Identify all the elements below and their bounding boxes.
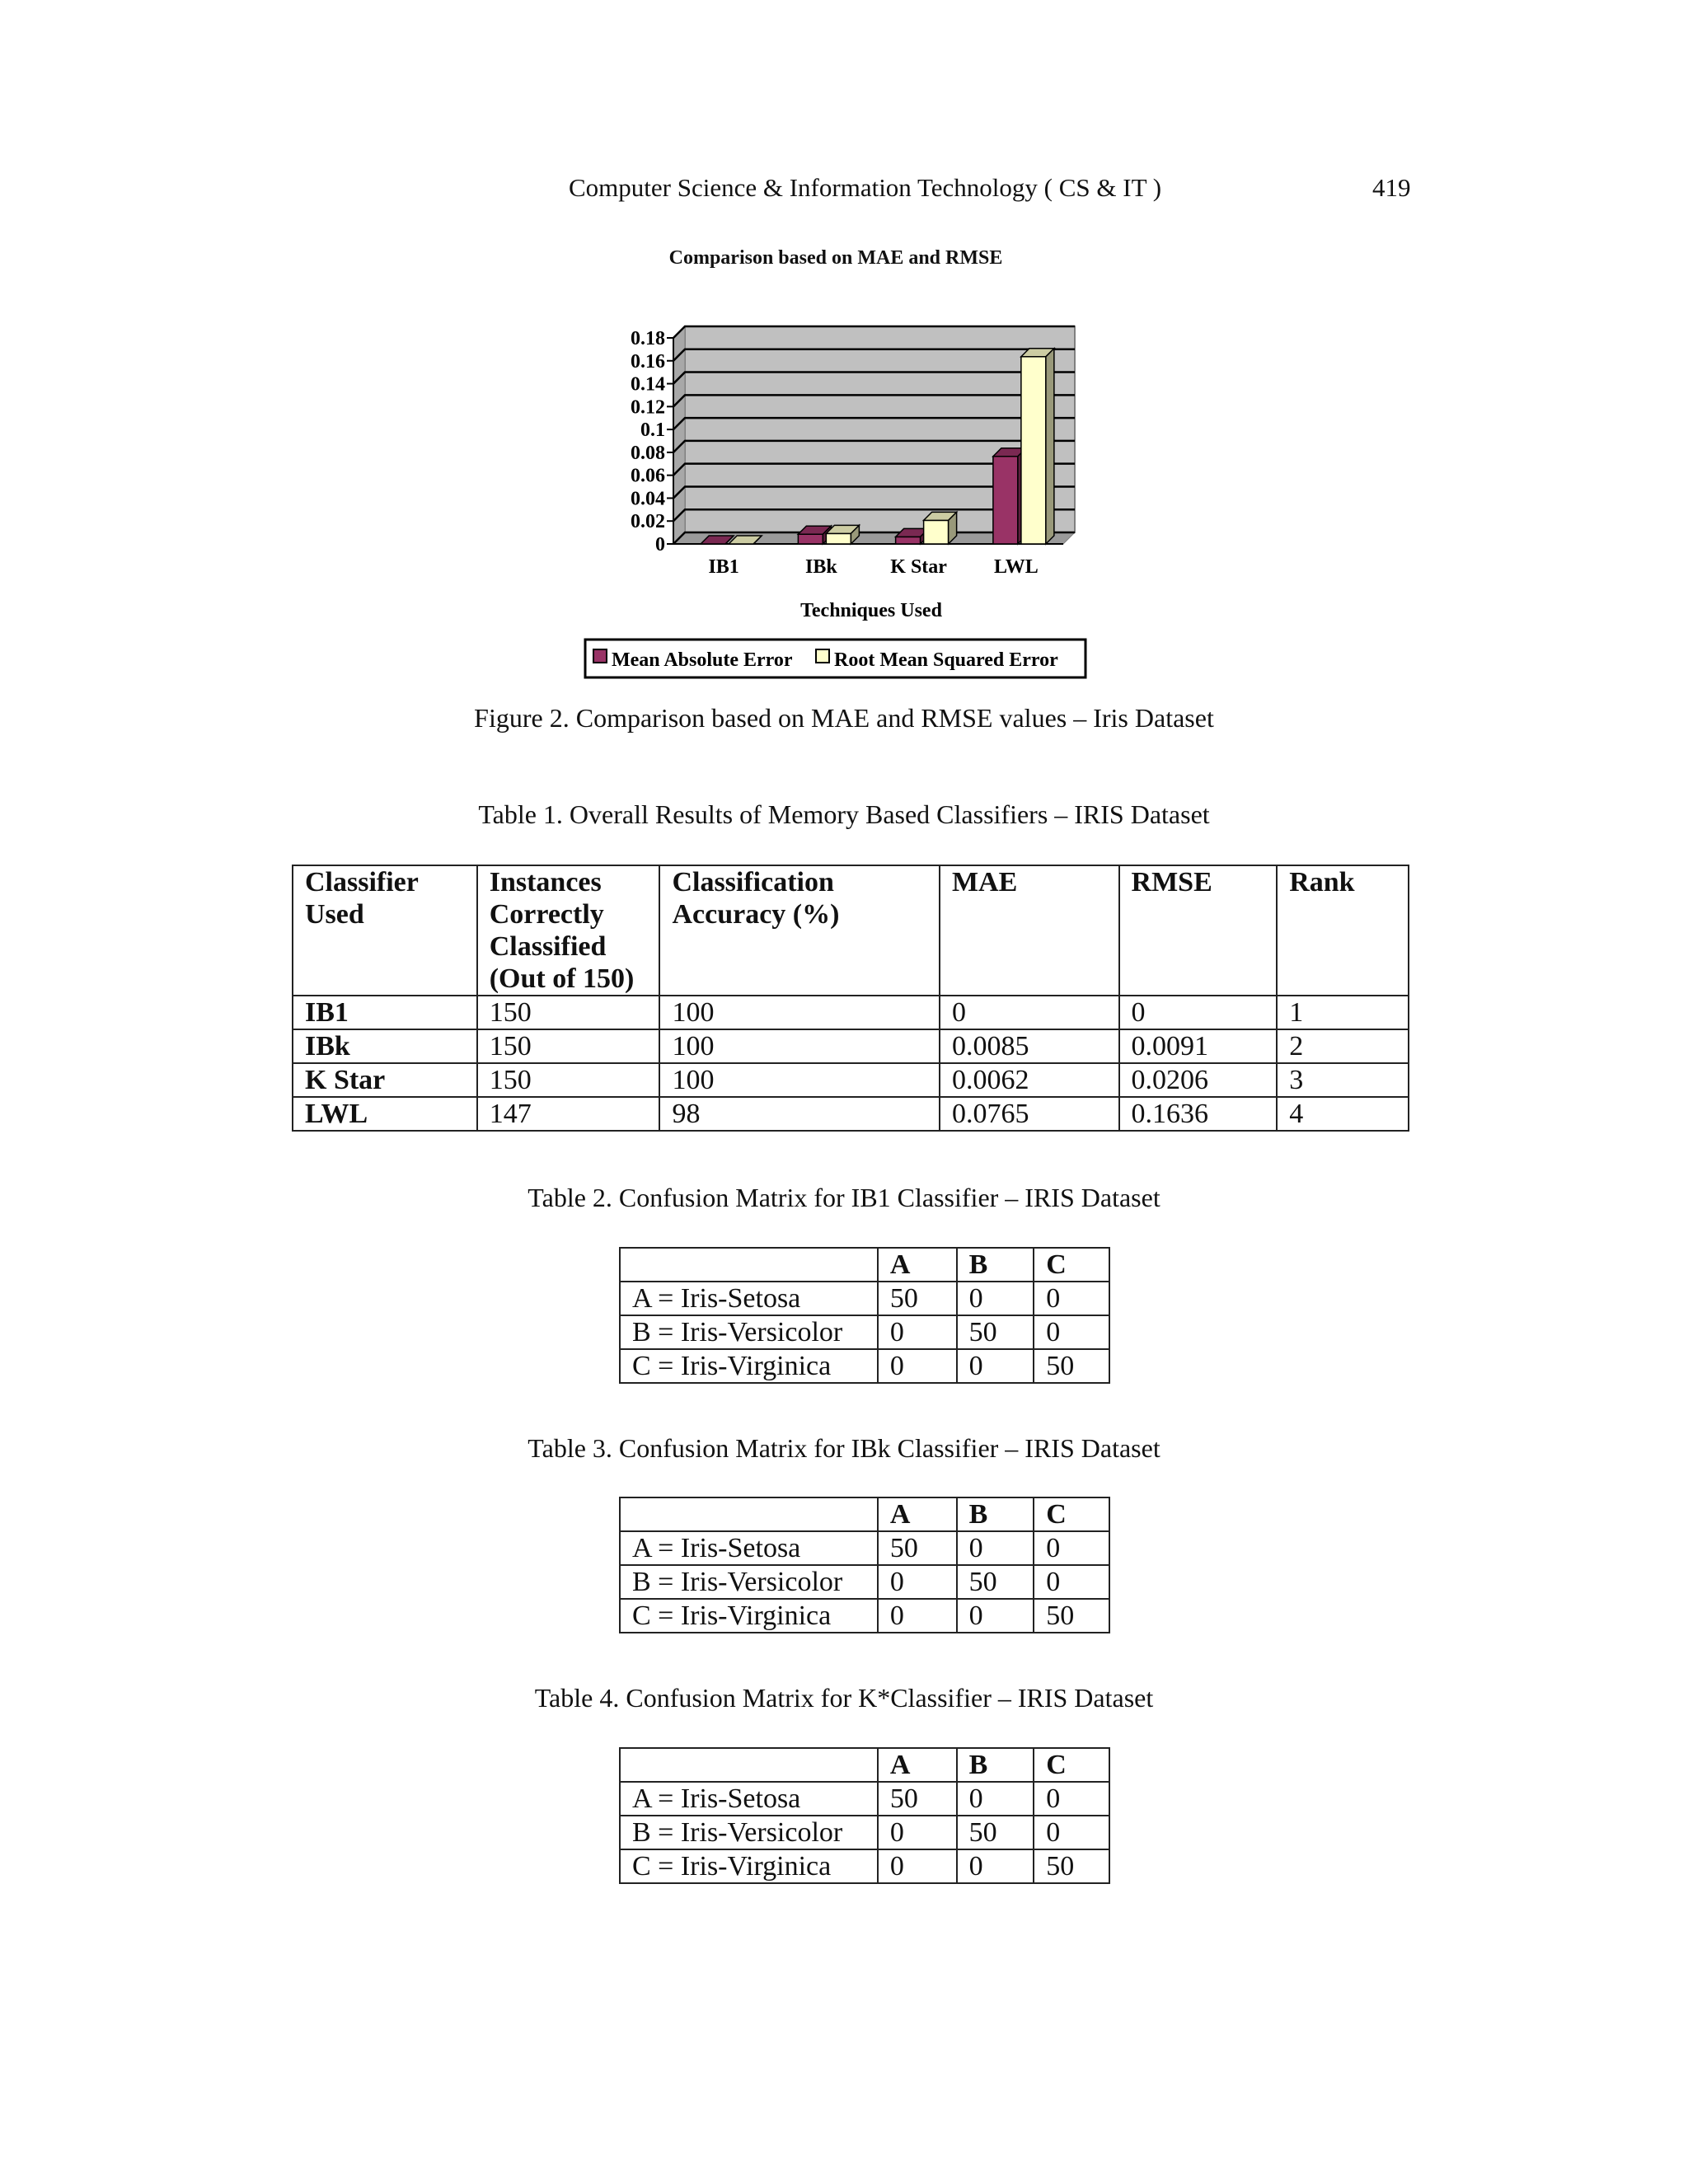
- table-cell: 0.0062: [940, 1063, 1119, 1097]
- table-row: [620, 1565, 1109, 1599]
- table-row: [620, 1849, 1109, 1883]
- x-tick-label: IBk: [805, 556, 837, 578]
- table-cell: 50: [878, 1782, 957, 1816]
- bar: [896, 537, 921, 544]
- table-cell: 50: [878, 1531, 957, 1565]
- bar: [798, 534, 823, 544]
- running-header: Computer Science & Information Technology ( CS & IT ): [569, 173, 1162, 202]
- class-label: C = Iris-Virginica: [620, 1849, 878, 1883]
- header-cell: C: [1034, 1748, 1109, 1782]
- page-number: 419: [1372, 173, 1411, 202]
- table-cell: 0: [878, 1599, 957, 1633]
- table-cell: 0: [878, 1816, 957, 1849]
- table-cell: 0: [957, 1599, 1034, 1633]
- table-cell: 0: [1034, 1282, 1109, 1315]
- table-cell: 0: [1119, 996, 1278, 1029]
- header-cell: Classifier Used: [293, 865, 477, 996]
- table-cell: 100: [659, 1063, 940, 1097]
- y-tick-label: 0.08: [631, 442, 665, 464]
- header-cell: A: [878, 1248, 957, 1282]
- class-label: C = Iris-Virginica: [620, 1599, 878, 1633]
- table-cell: 0.0091: [1119, 1029, 1278, 1063]
- legend-label: Mean Absolute Error: [612, 649, 793, 671]
- bar-side: [1046, 349, 1054, 544]
- table-cell: 0: [957, 1349, 1034, 1383]
- y-tick-label: 0.06: [631, 465, 665, 487]
- y-tick-label: 0.16: [631, 350, 665, 373]
- header-cell: C: [1034, 1497, 1109, 1531]
- classifier-cell: K Star: [293, 1063, 477, 1097]
- class-label: C = Iris-Virginica: [620, 1349, 878, 1383]
- table-row: [620, 1816, 1109, 1849]
- table1-caption: Table 1. Overall Results of Memory Based Classifiers – IRIS Dataset: [478, 799, 1210, 829]
- table-row: [293, 1029, 1409, 1063]
- y-tick-label: 0.02: [631, 511, 665, 533]
- legend-swatch: [593, 649, 607, 663]
- table-cell: 100: [659, 996, 940, 1029]
- table-cell: 50: [957, 1816, 1034, 1849]
- table-cell: 0: [957, 1782, 1034, 1816]
- table-cell: 50: [957, 1565, 1034, 1599]
- class-label: B = Iris-Versicolor: [620, 1315, 878, 1349]
- header-cell: [620, 1497, 878, 1531]
- table-cell: 0: [878, 1849, 957, 1883]
- x-tick-label: K Star: [890, 556, 947, 578]
- confusion-matrix-ib1: [619, 1247, 1110, 1384]
- header-cell: Rank: [1277, 865, 1409, 996]
- table-cell: 50: [1034, 1849, 1109, 1883]
- table-cell: 0: [1034, 1315, 1109, 1349]
- table-cell: 50: [1034, 1349, 1109, 1383]
- class-label: A = Iris-Setosa: [620, 1282, 878, 1315]
- header-cell: [620, 1748, 878, 1782]
- table-cell: 0: [957, 1849, 1034, 1883]
- table-cell: 0: [940, 996, 1119, 1029]
- header-cell: [620, 1248, 878, 1282]
- table-cell: 0.0085: [940, 1029, 1119, 1063]
- y-tick-label: 0: [655, 534, 665, 555]
- table-cell: 0: [878, 1565, 957, 1599]
- figure-caption: Figure 2. Comparison based on MAE and RMSE values – Iris Dataset: [474, 703, 1214, 733]
- table-cell: 2: [1277, 1029, 1409, 1063]
- table3-caption: Table 3. Confusion Matrix for IBk Classifier – IRIS Dataset: [528, 1433, 1160, 1463]
- table-cell: 0.0206: [1119, 1063, 1278, 1097]
- table-cell: 0.0765: [940, 1097, 1119, 1131]
- header-cell: A: [878, 1497, 957, 1531]
- table2-caption: Table 2. Confusion Matrix for IB1 Classifier – IRIS Dataset: [528, 1183, 1160, 1212]
- header-cell: Classification Accuracy (%): [659, 865, 940, 996]
- x-tick-label: LWL: [993, 556, 1039, 578]
- table-row: [293, 996, 1409, 1029]
- table-cell: 147: [477, 1097, 660, 1131]
- class-label: B = Iris-Versicolor: [620, 1565, 878, 1599]
- y-tick-label: 0.12: [631, 396, 665, 419]
- header-cell: A: [878, 1748, 957, 1782]
- table-cell: 0: [1034, 1816, 1109, 1849]
- legend-label: Root Mean Squared Error: [834, 649, 1058, 671]
- classifier-cell: IB1: [293, 996, 477, 1029]
- y-tick-label: 0.04: [631, 488, 665, 510]
- bar: [993, 457, 1018, 544]
- table-cell: 0: [1034, 1565, 1109, 1599]
- table-cell: 50: [957, 1315, 1034, 1349]
- table-cell: 0: [878, 1349, 957, 1383]
- x-axis-title: Techniques Used: [800, 600, 942, 621]
- table-cell: 4: [1277, 1097, 1409, 1131]
- table-cell: 0: [878, 1315, 957, 1349]
- bar-chart: [0, 0, 1688, 701]
- header-cell: MAE: [940, 865, 1119, 996]
- table-cell: 98: [659, 1097, 940, 1131]
- confusion-matrix-kstar: [619, 1747, 1110, 1884]
- y-tick-label: 0.1: [640, 419, 665, 442]
- table-cell: 100: [659, 1029, 940, 1063]
- legend-swatch: [816, 649, 829, 663]
- chart-title: Comparison based on MAE and RMSE: [668, 247, 1003, 269]
- header-cell: C: [1034, 1248, 1109, 1282]
- table-row: [620, 1315, 1109, 1349]
- table-cell: 0: [957, 1282, 1034, 1315]
- table-cell: 150: [477, 996, 660, 1029]
- header-cell: Instances Correctly Classified (Out of 150): [477, 865, 660, 996]
- classifier-cell: LWL: [293, 1097, 477, 1131]
- table-cell: 0: [1034, 1531, 1109, 1565]
- bar: [826, 533, 851, 544]
- header-cell: RMSE: [1119, 865, 1278, 996]
- header-cell: B: [957, 1248, 1034, 1282]
- table-row: [620, 1599, 1109, 1633]
- table-cell: 50: [1034, 1599, 1109, 1633]
- table-cell: 50: [878, 1282, 957, 1315]
- table-cell: 0: [1034, 1782, 1109, 1816]
- table-row: [293, 1097, 1409, 1131]
- table-row: [620, 1782, 1109, 1816]
- table-cell: 1: [1277, 996, 1409, 1029]
- class-label: B = Iris-Versicolor: [620, 1816, 878, 1849]
- table-row: [620, 1349, 1109, 1383]
- header-cell: B: [957, 1748, 1034, 1782]
- confusion-matrix-ibk: [619, 1497, 1110, 1633]
- bar: [924, 520, 949, 544]
- classifier-cell: IBk: [293, 1029, 477, 1063]
- table-row: [620, 1282, 1109, 1315]
- results-table: [292, 865, 1409, 1132]
- table-row: [620, 1531, 1109, 1565]
- header-cell: B: [957, 1497, 1034, 1531]
- table-row: [293, 1063, 1409, 1097]
- table-cell: 3: [1277, 1063, 1409, 1097]
- class-label: A = Iris-Setosa: [620, 1531, 878, 1565]
- table-cell: 0.1636: [1119, 1097, 1278, 1131]
- table-cell: 0: [957, 1531, 1034, 1565]
- table-cell: 150: [477, 1063, 660, 1097]
- table-cell: 150: [477, 1029, 660, 1063]
- x-tick-label: IB1: [708, 556, 739, 578]
- class-label: A = Iris-Setosa: [620, 1782, 878, 1816]
- y-tick-label: 0.18: [631, 328, 665, 349]
- table4-caption: Table 4. Confusion Matrix for K*Classifier – IRIS Dataset: [534, 1683, 1154, 1713]
- bar: [1021, 357, 1046, 544]
- y-tick-label: 0.14: [631, 373, 665, 396]
